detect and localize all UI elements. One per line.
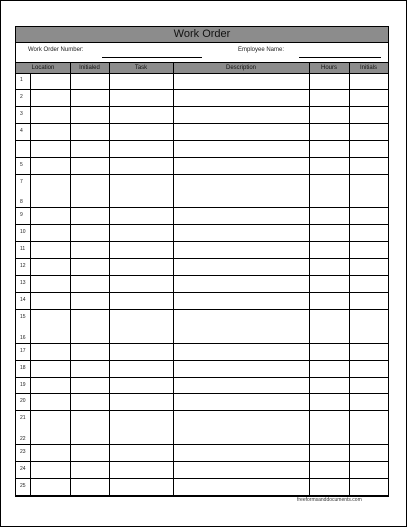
row-number: 11 — [20, 246, 26, 253]
column-divider — [30, 73, 31, 496]
row-number: 3 — [20, 110, 23, 117]
col-initialed: Initialed — [79, 65, 100, 71]
row-number: 13 — [20, 280, 26, 287]
table-row[interactable] — [16, 378, 388, 395]
work-order-number-field[interactable] — [102, 57, 202, 58]
table-row[interactable] — [16, 445, 388, 462]
row-number: 8 — [20, 199, 23, 206]
row-number: 21 — [20, 415, 26, 422]
employee-name-label: Employee Name: — [238, 47, 285, 53]
footer-credit: freeformsanddocuments.com — [297, 497, 362, 503]
row-number: 18 — [20, 364, 26, 371]
table-row[interactable] — [16, 276, 388, 293]
col-initials: Initials — [359, 65, 377, 71]
table-row[interactable] — [16, 411, 388, 445]
row-number: 23 — [20, 449, 26, 456]
row-number: 24 — [20, 466, 26, 473]
row-number: 25 — [20, 483, 26, 490]
table-row[interactable] — [16, 225, 388, 242]
row-number: 16 — [20, 334, 26, 341]
form-title: Work Order — [16, 27, 388, 43]
table-row[interactable] — [16, 310, 388, 344]
table-row[interactable] — [16, 208, 388, 225]
row-number: 10 — [20, 229, 26, 236]
row-number: 2 — [20, 93, 23, 100]
col-task: Task — [134, 65, 148, 71]
table-row[interactable] — [16, 394, 388, 411]
table-row[interactable] — [16, 175, 388, 209]
table-row[interactable] — [16, 344, 388, 361]
table-row[interactable] — [16, 293, 388, 310]
row-number: 4 — [20, 127, 23, 134]
col-hours: Hours — [320, 65, 337, 71]
table-row[interactable] — [16, 479, 388, 496]
column-divider — [70, 62, 71, 496]
row-number: 7 — [20, 178, 23, 185]
row-number: 17 — [20, 347, 26, 354]
table-row[interactable] — [16, 90, 388, 107]
table-row[interactable] — [16, 259, 388, 276]
table-row[interactable] — [16, 158, 388, 175]
row-number: 12 — [20, 263, 26, 270]
table-body — [16, 73, 388, 496]
column-divider — [173, 62, 174, 496]
column-divider — [349, 62, 350, 496]
row-number: 1 — [20, 77, 23, 83]
column-divider — [309, 62, 310, 496]
row-number: 14 — [20, 296, 26, 303]
row-number: 5 — [20, 161, 23, 168]
table-row[interactable] — [16, 73, 388, 90]
table-row[interactable] — [16, 141, 388, 158]
row-number: 22 — [20, 436, 26, 443]
work-order-form — [15, 26, 389, 497]
work-order-number-label: Work Order Number: — [28, 47, 84, 53]
row-number: 9 — [20, 212, 23, 219]
row-number: 15 — [20, 313, 26, 320]
table-row[interactable] — [16, 124, 388, 141]
employee-name-field[interactable] — [299, 57, 381, 58]
col-description: Description — [225, 65, 256, 71]
row-number: 20 — [20, 398, 26, 405]
row-number: 19 — [20, 381, 26, 388]
table-row[interactable] — [16, 462, 388, 479]
table-row[interactable] — [16, 361, 388, 378]
table-row[interactable] — [16, 107, 388, 124]
column-divider — [109, 62, 110, 496]
table-row[interactable] — [16, 242, 388, 259]
col-location: Location — [31, 65, 55, 71]
